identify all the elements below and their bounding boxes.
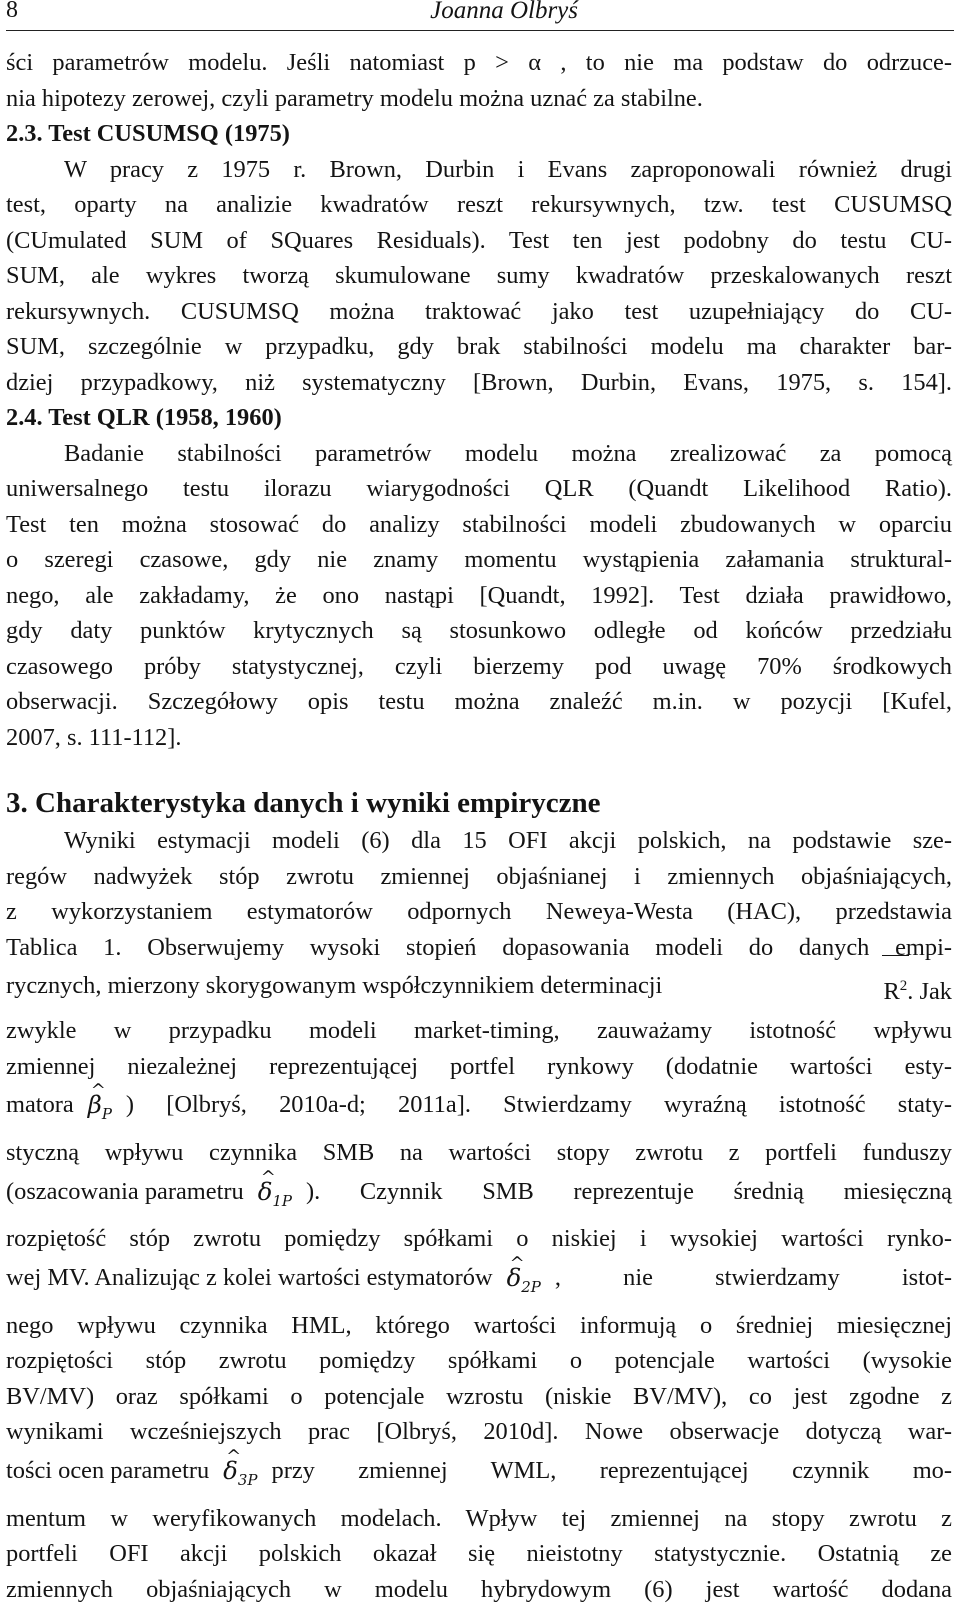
text-line: rozpiętości stóp zwrotu pomiędzy spółkami o potencjale wartości (wysokie: [6, 1347, 952, 1375]
text-line: [6, 1171, 952, 1222]
running-head-author: Joanna Olbryś: [430, 0, 578, 24]
text-line: 2007, s. 111-112].: [6, 723, 182, 751]
text-fragment: , nie stwierdzamy istot-: [554, 1263, 952, 1291]
text-line: [6, 1084, 952, 1135]
section-heading: 2.3. Test CUSUMSQ (1975): [6, 120, 290, 147]
chapter-heading: 3. Charakterystyka danych i wyniki empiryczne: [6, 787, 601, 819]
text-line: uniwersalnego testu ilorazu wiarygodności QLR (Quandt Likelihood Ratio).: [6, 475, 952, 502]
text-line: zmiennych objaśniających w modelu hybrydowym (6) jest wartość dodana: [6, 1575, 952, 1603]
text-line: dziej przypadkowy, niż systematyczny [Brown, Durbin, Evans, 1975, s. 154].: [6, 368, 952, 396]
text-fragment: wej MV. Analizując z kolei wartości estymatorów: [6, 1263, 493, 1291]
text-line: zwykle w przypadku modeli market-timing, zauważamy istotność wpływu: [6, 1017, 952, 1045]
text-line: Wyniki estymacji modeli (6) dla 15 OFI akcji polskich, na podstawie sze-: [64, 827, 952, 854]
page-number: 8: [6, 0, 18, 23]
text-line: styczną wpływu czynnika SMB na wartości stopy zwrotu z portfeli funduszy: [6, 1139, 952, 1166]
text-line: zmiennej niezależnej reprezentującej portfel rynkowy (dodatnie wartości esty-: [6, 1052, 952, 1080]
text-line: gdy daty punktów krytycznych są stosunkowo odległe od końców przedziału: [6, 617, 952, 644]
text-line: nego wpływu czynnika HML, którego wartości informują o średniej miesięcznej: [6, 1311, 952, 1339]
text-fragment: tości ocen parametru: [6, 1456, 210, 1484]
text-fragment: (oszacowania parametru: [6, 1177, 244, 1205]
text-line: (CUmulated SUM of SQuares Residuals). Test ten jest podobny do testu CU-: [6, 226, 952, 254]
text-fragment: rycznych, mierzony skorygowanym współczynnikiem determinacji: [6, 972, 663, 999]
text-line: [6, 1257, 952, 1308]
text-fragment: $R^2$. Jak: [884, 965, 953, 1013]
text-line: ści parametrów modelu. Jeśli natomiast p > α , to nie ma podstaw do odrzuce-: [6, 49, 952, 76]
text-line: W pracy z 1975 r. Brown, Durbin i Evans zaproponowali również drugi: [64, 155, 952, 183]
text-line: z wykorzystaniem estymatorów odpornych Neweya-Westa (HAC), przedstawia: [6, 898, 952, 925]
text-line: rozpiętość stóp zwrotu pomiędzy spółkami o niskiej i wysokiej wartości rynko-: [6, 1225, 952, 1253]
beta-hat-symbol: ^ $\beta_P$: [88, 1084, 112, 1135]
text-line: SUM, ale wykres tworzą skumulowane sumy kwadratów przeskalowanych reszt: [6, 262, 952, 289]
delta-hat-1p-symbol: ^ $\delta_{1P}$: [258, 1171, 292, 1222]
text-line: nego, ale zakładamy, że ono nastąpi [Quandt, 1992]. Test działa prawidłowo,: [6, 581, 952, 609]
r-squared-symbol: $R^2$: [884, 965, 908, 1013]
delta-hat-3p-symbol: ^ $\delta_{3P}$: [223, 1450, 257, 1501]
delta-hat-2p-symbol: ^ $\delta_{2P}$: [507, 1257, 541, 1308]
text-fragment: ). Czynnik SMB reprezentuje średnią miesięczną: [306, 1177, 952, 1205]
text-line: obserwacji. Szczegółowy opis testu można znaleźć m.in. w pozycji [Kufel,: [6, 688, 952, 715]
section-heading: 2.4. Test QLR (1958, 1960): [6, 404, 282, 431]
text-line: Badanie stabilności parametrów modelu można zrealizować za pomocą: [64, 439, 952, 467]
text-line: SUM, szczególnie w przypadku, gdy brak stabilności modelu ma charakter bar-: [6, 333, 952, 360]
text-line: mentum w weryfikowanych modelach. Wpływ tej zmiennej na stopy zwrotu z: [6, 1504, 952, 1532]
text-line: nia hipotezy zerowej, czyli parametry modelu można uznać za stabilne.: [6, 84, 703, 112]
page-header: [6, 0, 954, 30]
text-line: regów nadwyżek stóp zwrotu zmiennej objaśnianej i zmiennych objaśniających,: [6, 862, 952, 890]
text-fragment: przy zmiennej WML, reprezentującej czynnik mo-: [271, 1456, 952, 1484]
text-line: [6, 1450, 952, 1501]
text-fragment: ) [Olbryś, 2010a-d; 2011a]. Stwierdzamy wyraźną istotność staty-: [125, 1091, 952, 1119]
text-line: czasowego próby statystycznej, czyli bierzemy pod uwagę 70% środkowych: [6, 652, 952, 680]
text-line: rekursywnych. CUSUMSQ można traktować jako test uzupełniający do CU-: [6, 297, 952, 325]
text-line: BV/MV) oraz spółkami o potencjale wzrostu (niskie BV/MV), co jest zgodne z: [6, 1382, 952, 1410]
text-line: Tablica 1. Obserwujemy wysoki stopień dopasowania modeli do danych empi-: [6, 933, 952, 961]
text-line: o szeregi czasowe, gdy nie znamy momentu wystąpienia załamania struktural-: [6, 546, 952, 573]
text-line: wynikami wcześniejszych prac [Olbryś, 2010d]. Nowe obserwacje dotyczą war-: [6, 1418, 952, 1446]
text-line: Test ten można stosować do analizy stabilności modeli zbudowanych w oparciu: [6, 510, 952, 538]
text-line: portfeli OFI akcji polskich okazał się nieistotny statystycznie. Ostatnią ze: [6, 1540, 952, 1568]
text-line: test, oparty na analizie kwadratów reszt rekursywnych, tzw. test CUSUMSQ: [6, 191, 952, 218]
text-fragment: matora: [6, 1091, 74, 1119]
article-body: [6, 45, 952, 1607]
text-line: [6, 965, 952, 1013]
header-rule: [6, 30, 954, 31]
